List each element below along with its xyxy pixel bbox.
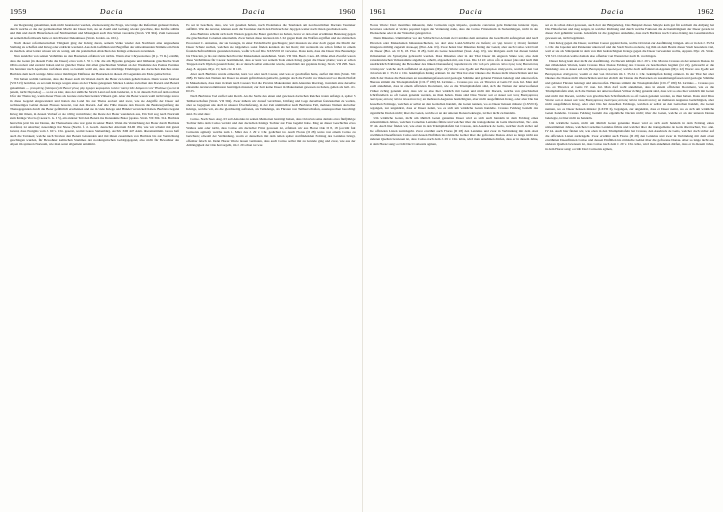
paragraph: Es sei in beachten, dass, wie wir gesehen haben, noch Ptolemaios die Teurisken am nordwestlichen Dacians Teurisker aufführt. Wie die Avarter, können auch die Teurisker durch den Einbruch der Japygen weiter nach Osten geschoben sein. (186, 22, 356, 31)
paragraph: Um wirkliche Geten, nicht um ähnlich Geten genannte Daeer wird es sich auch handeln in dem Feldzug eines unbestimmten Jahres, welchen Cornelius Lentulus führte und welcher über die transgediente de Getis übertrachtet, Tac. ann. IV 44. Auch hier finden wir, wie oben in den Triumphaltafeln bei Crassus, den Ausdruck de Getis, welcher doch sicher auf die officielen Listen zurückgeht. Zwar erwähnt auch Florus (II 28) den Lentulus und zwar in Verbindung mit dem oben erwähnten Daeerfürsten Cotiso und dessen Einfällen ins römische Gebiet über die gefrorene Donau. Aber so lange nicht aus anderen Quellen bewiesen ist, dass Cotiso nach dem J. 29 v. Chr. lebte, wird man annehmen dürfen, dass er in diesem Jahre, in dem Horaz sang: occidit Daci Cotisonis agmen, (545, 120, 714, 151)
left-folio-group-2 (370, 7, 542, 16)
paragraph: Um wirkliche Geten, nicht um ähnlich Geten genannte Daeer wird es sich auch handeln in dem Feldzug eines unbestimmten Jahres, welchen Cornelius Lentulus führte und welcher über die transgediente de Getis übertrachtet, Tac. ann. IV 44. Auch hier finden wir, wie oben in den Triumphaltafeln bei Crassus, den Ausdruck de Getis, welcher doch sicher auf die officielen Listen zurückgeht. Zwar erwähnt auch Florus (II 28) den Lentulus und zwar in Verbindung mit dem oben erwähnten Daeerfürsten Cotiso und dessen Einfällen ins römische Gebiet über die gefrorene Donau. Aber so lange nicht aus anderen Quellen bewiesen ist, dass Cotiso nach dem J. 29 v. Chr. lebte, wird man annehmen dürfen, dass er in diesem Jahre, in dem Horaz sang: occidit Daci Cotisonis agmen, (369, 115, 539, 146)
paragraph: Dieser Krieg kam aber nicht zur Ausführung. Zu Dacern kämpfe im J. 29 v. Chr. Marcus Crassus an der unteren Donau. In den rühelenden Worten, kann Crassus Dios Donau Feldzug des Crassus zu beschreiben beginnt (LI 22), gebraucht er die Wendung: οὐκ οἱ Δακοὶ καὶ τοῖς Βασιγαρέους ὁμολόγων; welche doch auffallend an Appians (Illyr. 22) Worte: οὐκ ἔξωθε καὶ Βασιγαρέων ἀπάγγασιν, womit er den von Octavian im J. 35.34 v. Chr. bekämpften König erinnert. In der That hat aber Okanos die Donau nicht überschritten und nur ebdich der Donau die Bastarnen an zusammengefassen und geologie Stämme und gebietet Fürsten bekriegt und unterworfen. Hieraus stimmt die Trionsphaltafeln (CIL I² 180) M. Licinius ... Crassus pro cos. ex Thracica et Getis IV. non. Iul. Man darf wohl annehmen, dass in einem officielen Document, wie es die Triumphaltafeln sind, sich die Namen der unterworfenen Völker richtig genannt sind, dass wir so also hier wirklich mit Geten und nicht mit Dacern, welche von griechischen Schriftstellern so oft Geten genannt werden, zu thun haben. Dazu sind Dios Worte: καὶ οἱ Δακοὶ καὶ τοὺς Βασιγαρέους ἑκατέροις αὐτοὺς πάντα ὑποκλίνοντες; an mehreren Augustus bezüchtigten, aber nicht ausgeführten Krieg, oder aber Dio hat desselben Feldzuge, welchen er selbst an den Getischen handelt, die Geten nennen, wo es Daeer heissen müsste: (LXVII 6), begangen, zur ungekürzt, dass er Daeer nennt, wo es sich um wirkliche Geten handelte. Crassus Feldzug bezieht das eigentliche Dacien nicht; über die Geten, welche er an der unteren Donau bekriegte, ist hier nicht zu handeln. (545, 58, 714, 120)
right-page-columns (370, 23, 715, 509)
paragraph: Nach Burbistas Tod zerfiel sein Reich. An die Stelle des einen und gewissen dacischen Reiches traten anfangs 4, später 5 Teilherrschaften (Strab. VII 304). Zwar nähern wir darauf verrichten, Umfang und Lage derselben festzustellen zu wollen, aber so begegnen uns doch in unserer Überlieferung, in der Zeit unmittelbar nach Burbistas Fall, mehrere Namen dacischer Könige, welche wir, als die gleichzeitig auftreten, als Teilkönige, als Fürsten von Teilherrschaften, auszusprechen berechtigt sind. Es sind dies: (186, 94, 356, 116)
paragraph: Aber auch Burbista wurde ermordet, kurz vor oder nach Caesar, und was er geschaffen hatte, zerfiel mit ihm (Strab. VII 298). Er hatte den Namen der Daeer zu einem gefürchteten gemacht, genügte doch die Furcht vor ihnen und vor ihrem Einfall in Makedonien, dass man in Rom nach Caesars Tod die Provinz Makedonien dem Antonius übertrug, trotzdem eine derselbe entsandte Avatarscommission bestätigen mussten; zur Zeit keine Daeer in Makedonien gewesen zu haben, gehen als bell. civ. III 25. (186, 71, 356, 94)
column-1960 (186, 23, 355, 509)
column-1961 (370, 23, 539, 509)
left-page-header (10, 7, 356, 20)
right-folio-group (183, 7, 356, 16)
folio-number-right: 1961 (369, 7, 387, 16)
folio-number-left: 1959 (10, 7, 27, 16)
paragraph: Also Burbista scheint sich nach Westen gegen die Boier gerichtet zu haben, bevor er den oben erwähnten Beutezug gegen die griechischen Colonien unternahm. Zwar hatten diese letzteren im J. 62 gegen Rom die Waffen ergriffen und sie römischen Proconsul C. Antonius, der sie besiegte, in einer Feldschlacht geschlagen; jetzt mussten sie aber doch gegen die Macht der Daeer Schutz suchen, welchen sie nirgendwo sonst finden konnten als bei Rom; mit weiterem sie schon früher in einem freundschaftverhältnis gestanden hatten, wofür ich auf Dio XXXVIII 10 verweise. Dazu kam, dass die Daeer ihre Beutezüge bis Thracien, ja bis zur römischen Provinz Makedonien ausdehnten. Strab. VII 304. Beob. Caes. 48. Ohne allen Zweifel waren diese Verhältnisse für Caesar bestimmend, dass er kurz vor seinem Tode einen Krieg gegen die Daeer plante; wars er schon Truppen nach Illyrien gesandt hatte; als er danach selbst ermordet wurde, unterblieb der geplante Krieg. Strab. VII 298. Suet. Aug. 8. Appian. Illyr. 15; bell. civ. II 110. (186, 31, 356, 71)
paragraph: Cotiso. Nach Suet. Aug. 63 soll Antonius in seinen Memoiren bestätigt haben, dass Octavian seine damals etwa fünfjährige Tochter Iulia dem Cotiso verlobt und den dacischen Königs Tochter zur Frau begehrt habe. Mag an dieser Geschichte etwa Wahres sein oder nicht, dass Cotiso ein dacischer Fürst gewesen ist, erfahren wir aus Horaz Ode II 8, 18 (occidit fuit Cotisonis agmen): welche zum 1. März des J. 29 v. Chr. gedichtet ist. Auch Florus (II 28) weiss von einem Cotiso zu berichten; obwohl der Verbindung, worin er denselben mit dem teilen später stattfindenden Feldzug des Lentulus bringt, offenbar falsch ist. Denn Horaz Worte lassen vermuten, dass auch Cotiso selbst mit zu Grunde ging und zwar, wie aus der Abhängigkeit der Ode hervorgeht, im J. 29 schon tot war. (186, 116, 356, 147)
running-title-right: Dacia (459, 7, 483, 16)
paragraph: zur Regierung gekommen, kam nicht beanstortet werden, ebensowenig die Frage, wie lange die Reformen gedauert haben, durch welche er die der germanischen Macht der Daeer hob, sie an Zaehl und Geltung wieder gewchste, ihre Kräfte stählte und ihm und durch Hinarfecken auf Nüchternheit und Mässigkeit auch ihre Sitten veredelte (Strab. VII 304). Zum Genossen an seinem Reformwerk hatte er den Priester Dekainneos (Strab. Iordan. aa. OO.). (10, 22, 180, 40)
column-1962 (545, 23, 714, 509)
running-title-left: Dacia (100, 7, 124, 16)
right-page (362, 0, 723, 512)
right-page-header (370, 7, 715, 20)
column-1959 (10, 23, 179, 509)
left-page-columns (10, 23, 356, 509)
folio-number-left-end: 1960 (338, 7, 356, 16)
running-title-left-2: Dacia (242, 7, 266, 16)
paragraph: sei es in schon dabei gewesen, auch dort der Bürgerkrieg. Das Beispiel dieses Smeyle kam gut für solchem die Aldjang bei Dio Hinarfecten und mag zeigen, in welcher Richtung und durch welche Faktoren die Actionsthätigkeit der Daeer gerade in dieser Zeit gehimmt wurde. Jedenfalls ist die gangbare Annahme, dass nach Burbista noch Cotiso König des Gesamtreiches gewesen sei, nicht begründet. (545, 22, 714, 40)
left-folio-group (10, 7, 183, 16)
right-folio-group-2 (542, 7, 714, 16)
paragraph: Nun zunächst von seinen Verhältnis zu den Bastarnen erfahren wir nichts. Wenn aber Chrysostomos (II p. 75 R.) erzählt, dass die Geten (in diesem Falle die Daeer) etwa vom J. 55 v. Chr. die am Hypanis gelegene und blühende griechische Stadt Olbia erobert und zerstört haben und in gleicher Weise mit allen griechischen Städten an der Westküste des Pontus Euxinus bis herunter nach Apollonia verfahren sind, so bezieht wohl ein, dass das mächtige Eindringen des dacischen Reiches unter Burbista dem noch wenige Jahre zuvor mächtigen Einflusse der Bastarnen in diesen 20 Gegenden ein Ende gemacht hat. (10, 54, 180, 76)
folio-number-right-end: 1962 (697, 7, 714, 16)
paragraph: Dann Dikomes. Unmittelbar vor der Schlacht bei Actium riet Canidius dem Antonius die Geschlacht aufzugeben und nach Thracien oder Makedonien hinauszuschieben, wo dort eine Land-Schlacht zu liefern; οὐ γὰρ δεινὸν ἡ Οὐιλὴ fanileiri hinugesto mihtlig zugeruh Διόκωμη (Plut. Ant. 63). Zwar heisst bier Dikomes König der Geten; aber auch Cotiso wird bald als Daeer (Hor. od. II 8, 18. Flor. II 28), bald als Getae bezeichnet (Suet. Aug. 63), wie übrigens auch bei diesen beiden Volksnamen als Synonyma gebraucht werden. Dass Dikomes aber in der That Daeer im engeren Sinne war, also dem transdanuvischen Volksstamme angehörte, erhellt, abgesehen mit, aus Cass. Dio LI 22: οὔτοι οὖν οἱ Δακοί (das sind nach ihm ausdrücklich Erklärung die Bewohner des linken Donauufers) παραδείσεσιν νῦν τοῦ μὲν μᾶλλον πάνυ πρὸς τοὺς Βασιλίστας ἐστάλησαν· welche doch auffallend an Appians (Illyr. 22) Worte: οὐκ ἔξωθε καὶ Βασιγαρέων ἀπάγγασιν, womit er den von Octavian im J. 35.34 v. Chr. bekämpften König erinnert. In der That hat aber Okanos die Donau nicht überschritten und nur ebdich der Donau die Bastarnen an zusammengefassen und geologie Stämme und gebietet Fürsten bekriegt und unterworfen. Hieraus stimmt die Trionsphaltafeln (CIL I² 180) M. Licinius ... Crassus pro cos. ex Thracica et Getis IV. non. Iul. Man darf wohl annehmen, dass in einem officielen Document, wie es die Triumphaltafeln sind, sich die Namen der unterworfenen Völker richtig genannt sind, dass wir so also hier wirklich mit Geten und nicht mit Dacern, welche von griechischen Schriftstellern so oft Geten genannt werden, zu thun haben. Dazu sind Dios Worte: καὶ οἱ Δακοὶ καὶ τοὺς Βασιγαρέους ἑκατέροις αὐτοὺς πάντα ὑποκλίνοντες; an mehreren Augustus bezüchtigten, aber nicht ausgeführten Krieg, oder aber Dio hat desselben Feldzuge, welchen er selbst an den Getischen handelt, die Geten nennen, wo es Daeer heissen müsste: (LXVII 6), begangen, zur ungekürzt, dass er Daeer nennt, wo es sich um wirkliche Geten handelte. Crassus Feldzug bezieht das eigentliche Dacien nicht; über die Geten, welche er an der unteren Donau bekriegte, ist hier nicht zu handeln. (369, 36, 539, 115)
paragraph: Den Krieg gegen die Daeer, welchen Caesar geplant hatte, wollte Octavian zur Ausführung bringen. Als er in den J. 35/34 v. Chr. die Japoden und Pannonier unterwarf und die Stadt Siscia eroberte, lag ihm an dem Besitz dieser Stadt besonders viel, weil er sie als Stützpunkt in dem von ihm beabsichtigten Kriege gegen die Daeer verwenden wollte, Appian. Illyr. 22. Strab. VII 313. Octavian wollte damals also offenbar von Westen her nach D. vordringen. (545, 40, 714, 58)
paragraph: Nach dieser reformatorischen Tätigkeit ging der König daran, seinem Volke wieder den Nachbarn eine angesehene Stellung zu schaffen und Krieg oder erdrückt werdend. Aus dem Gefühlen und Begriffen der umwohnenden Stämme ein Ende zu machen. Aber leider wissen wir zu wenig, um die praktischen Absichten des Königs ermessen zu können. (10, 40, 180, 54)
paragraph: Florus Worte: Daci montibus inhaerent, inde Cotisonis regis imperio, quotiens concretus gelu Danuvius iunxerat ripas, decurrere solebant et vicina populari lagen die Vernutung nahe, dass die Cotiso Fürstentum in Siebenbürgen, nicht in der Theissebene oder in der Walachei gelegen hat. (369, 22, 539, 36)
paragraph: Wir haben wohlin vermutet, dass die Daeer auch im Westen durch die Heier zu leiden gehabt hatten. Dann waren Strabon (VII 313) berichtet, es sei zum Kriege wegen eines an der Theiss gelegenen Stückes Landes zwischen den Dacern und Boiern gekommen — γενομένης (πάλεμόν) δὲ Βοιοὶ γένος γάρ ἐχώρει κορυφαίον τοίνυν τούτῳ πᾶν δαίμονσι νυν' Ἡνείδων (so ist in jenem, nicht Περίοδος) — so ist es klar, dass der südliche Strich Land auf dem beiderlei, d. h. in diesem Fall auf dem rechten Ufer der Theiss lag, wenn dieser Fluss als Grenze zwischen beiden Völkern galt. Aber die Boier waren wohl nicht lange zuvor in diese Gegend eingewandert und hatten das Land bis zur Theiss erobert und zwar, wie sie Angriffe der Daeer auf rechtsseitiges Gebiet diesen Flusses beweist, von den Dacern. Auf alle Fälle musste den Dacern die Besitzergreifung der Theissgegenden durch die Boier gefährlich erscheinen und sie in viele Kriege und Händel verwickelt haben. Burbista begann Krieg mit ihnen, in dessen Verlauf er sie völlig vernichtete; die Reste der Boier wanderten aus, Ein Teil zog nach Noricum zum Könige Voccio (Caesar b. G. I 5), ein anderer Teil den Boiern ins Donauknie Boior (spatus. Strab. VII 304. 314. Burbista herrschte jetzt bis zur Donau, die Theissebene also war ganz in seiner Hand. Wann die Vernichtung der Boier durch Burbista stattfand, ist unsicher; neuerdings hat Niese (Nachr. f. d. Gesch. deutscher Altertum XLIII 184, wie wir scheint mit guten Grund, dass Ereignis vom J. 60 v. Chr. gesetzt, womit Gauss Siebenbürg. Archiv XIII 447 Anm. übereinstimmt. Gross haft auch die Tartaken; welche nach Strabon den Boiern beistanden und mit ihnen zusammen von Burbista bis zur Vernichtung geschlagen wurden, für Bewohner keltischen Stammes der nordungarischen Gebirgsgegend, also nicht für Bewohner der Alpen im späteren Norieum, wie man sonst allgemein annimmt. (10, 76, 180, 147)
running-title-right-2: Dacia (600, 7, 625, 16)
